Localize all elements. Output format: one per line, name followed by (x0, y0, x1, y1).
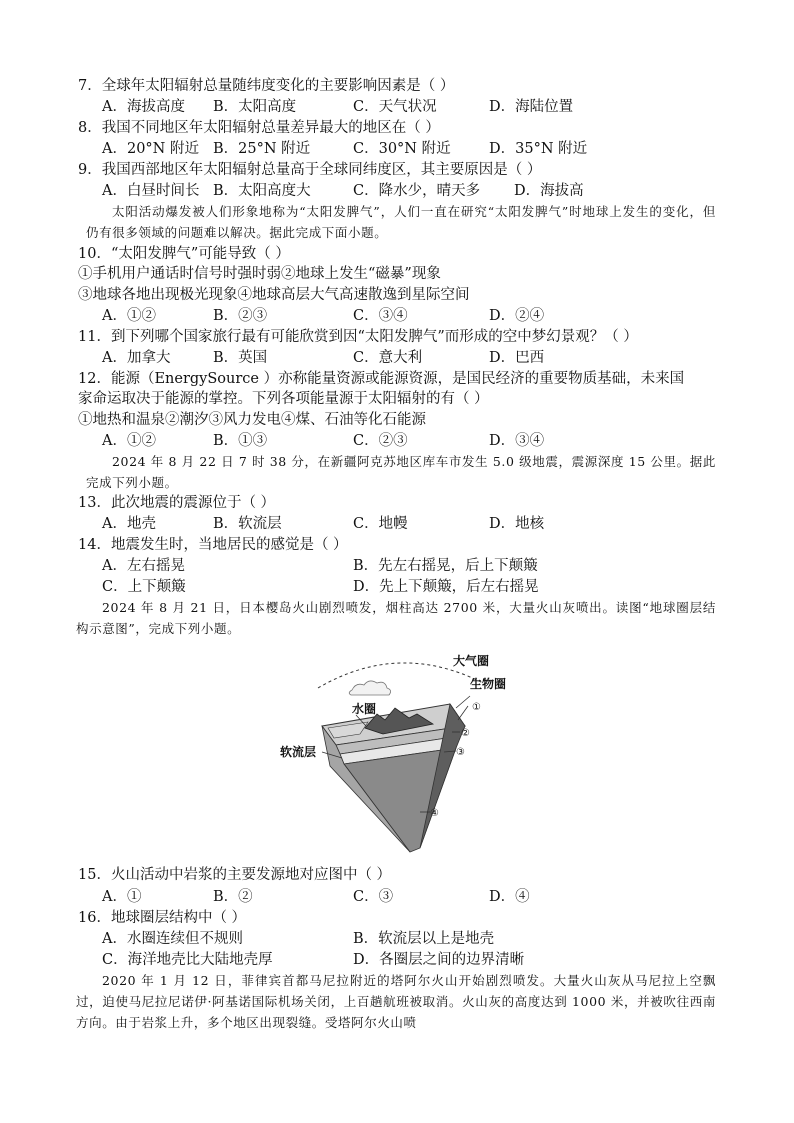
q13-stem: 13．此次地震的震源位于（ ） (78, 495, 276, 511)
label-marker-3: ③ (456, 747, 465, 758)
passage-earthquake: 2024 年 8 月 22 日 7 时 38 分，在新疆阿克苏地区库车市发生 5.0 级地震，震源深度 15 公里。据此完成下列小题。 (86, 454, 716, 490)
q11-option-b: B．英国 (213, 350, 268, 366)
label-marker-4: ④ (430, 808, 439, 819)
label-marker-1: ① (472, 702, 481, 713)
q7-option-b: B．太阳高度 (213, 99, 297, 115)
q16-option-b: B．软流层以上是地壳 (353, 931, 495, 947)
q8-option-a: A．20°N 附近 (102, 141, 199, 157)
q15-option-c: C．③ (353, 889, 394, 905)
q16-option-a: A．水圈连续但不规则 (102, 931, 243, 947)
q16-stem: 16．地球圈层结构中（ ） (78, 910, 247, 926)
q11-option-a: A．加拿大 (102, 350, 171, 366)
q12-option-a: A．①② (102, 433, 156, 449)
q12-option-c: C．②③ (353, 433, 408, 449)
label-atmosphere: 大气圈 (453, 654, 490, 668)
q14-option-c: C．上下颠簸 (102, 579, 186, 595)
q9-option-d: D．海拔高 (514, 183, 584, 199)
q16-option-c: C．海洋地壳比大陆地壳厚 (102, 952, 273, 968)
q9-option-a: A．白昼时间长 (102, 183, 200, 199)
passage-solar-activity: 太阳活动爆发被人们形象地称为“太阳发脾气”，人们一直在研究“太阳发脾气”时地球上发生的变化，但仍有很多领域的问题难以解决。据此完成下面小题。 (86, 204, 716, 240)
q15-option-b: B．② (213, 889, 253, 905)
label-asthenosphere: 软流层 (280, 745, 317, 759)
q15-stem: 15．火山活动中岩浆的主要发源地对应图中（ ） (78, 867, 392, 883)
q10-statements-1: ①手机用户通话时信号时强时弱②地球上发生“磁暴”现象 (78, 266, 441, 282)
q10-option-c: C．③④ (353, 308, 408, 324)
label-biosphere: 生物圈 (470, 677, 507, 691)
q15-option-d: D．④ (489, 889, 530, 905)
q13-option-c: C．地幔 (353, 516, 408, 532)
q13-option-d: D．地核 (489, 516, 545, 532)
q8-option-c: C．30°N 附近 (353, 141, 451, 157)
q14-option-b: B．先左右摇晃，后上下颠簸 (353, 558, 538, 574)
q7-option-c: C．天气状况 (353, 99, 437, 115)
q8-option-b: B．25°N 附近 (213, 141, 311, 157)
q13-option-b: B．软流层 (213, 516, 282, 532)
q10-option-d: D．②④ (489, 308, 545, 324)
q13-option-a: A．地壳 (102, 516, 156, 532)
earth-sphere-structure-diagram (270, 648, 520, 858)
label-marker-2: ② (461, 728, 470, 739)
q11-stem: 11．到下列哪个国家旅行最有可能欣赏到因“太阳发脾气”而形成的空中梦幻景观？（ ） (78, 329, 638, 345)
q10-statements-2: ③地球各地出现极光现象④地球高层大气高速散逸到星际空间 (78, 287, 470, 303)
q12-stem-continued: 家命运取决于能源的掌控。下列各项能量源于太阳辐射的有（ ） (78, 391, 489, 407)
cloud-icon (349, 681, 390, 695)
q12-option-b: B．①③ (213, 433, 268, 449)
q7-option-a: A．海拔高度 (102, 99, 185, 115)
q10-option-b: B．②③ (213, 308, 268, 324)
q8-option-d: D．35°N 附近 (489, 141, 588, 157)
q12-option-d: D．③④ (489, 433, 545, 449)
q10-option-a: A．①② (102, 308, 156, 324)
label-hydrosphere: 水圈 (352, 702, 377, 716)
q12-stem: 12．能源（EnergySource ）亦称能量资源或能源资源，是国民经济的重要物质基础，未来国 (78, 371, 685, 387)
passage-volcano-sakurajima: 2024 年 8 月 21 日，日本樱岛火山剧烈喷发，烟柱高达 2700 米，大量火山灰喷出。读图“地球圈层结构示意图”，完成下列小题。 (76, 600, 716, 636)
q9-option-c: C．降水少，晴天多 (353, 183, 481, 199)
q16-option-d: D．各圈层之间的边界清晰 (353, 952, 525, 968)
q7-option-d: D．海陆位置 (489, 99, 574, 115)
q12-statements: ①地热和温泉②潮汐③风力发电④煤、石油等化石能源 (78, 412, 426, 428)
passage-volcano-taal: 2020 年 1 月 12 日，菲律宾首都马尼拉附近的塔阿尔火山开始剧烈喷发。大量火山灰从马尼拉上空飘过，迫使马尼拉尼诺伊·阿基诺国际机场关闭，上百趟航班被取消。火山灰的高度达到 1000 米，并被吹往西南方向。由于岩浆上升，多个地区出现裂缝。受塔阿尔火山喷 (76, 973, 716, 1030)
q7-stem: 7．全球年太阳辐射总量随纬度变化的主要影响因素是（ ） (78, 78, 455, 94)
q11-option-d: D．巴西 (489, 350, 545, 366)
q14-option-d: D．先上下颠簸，后左右摇晃 (353, 579, 539, 595)
q9-option-b: B．太阳高度大 (213, 183, 311, 199)
q8-stem: 8．我国不同地区年太阳辐射总量差异最大的地区在（ ） (78, 120, 440, 136)
q14-option-a: A．左右摇晃 (102, 558, 185, 574)
q10-stem: 10．“太阳发脾气”可能导致（ ） (78, 246, 290, 262)
q11-option-c: C．意大利 (353, 350, 423, 366)
q14-stem: 14．地震发生时，当地居民的感觉是（ ） (78, 537, 348, 553)
q15-option-a: A．① (102, 889, 142, 905)
q9-stem: 9．我国西部地区年太阳辐射总量高于全球同纬度区，其主要原因是（ ） (78, 162, 542, 178)
